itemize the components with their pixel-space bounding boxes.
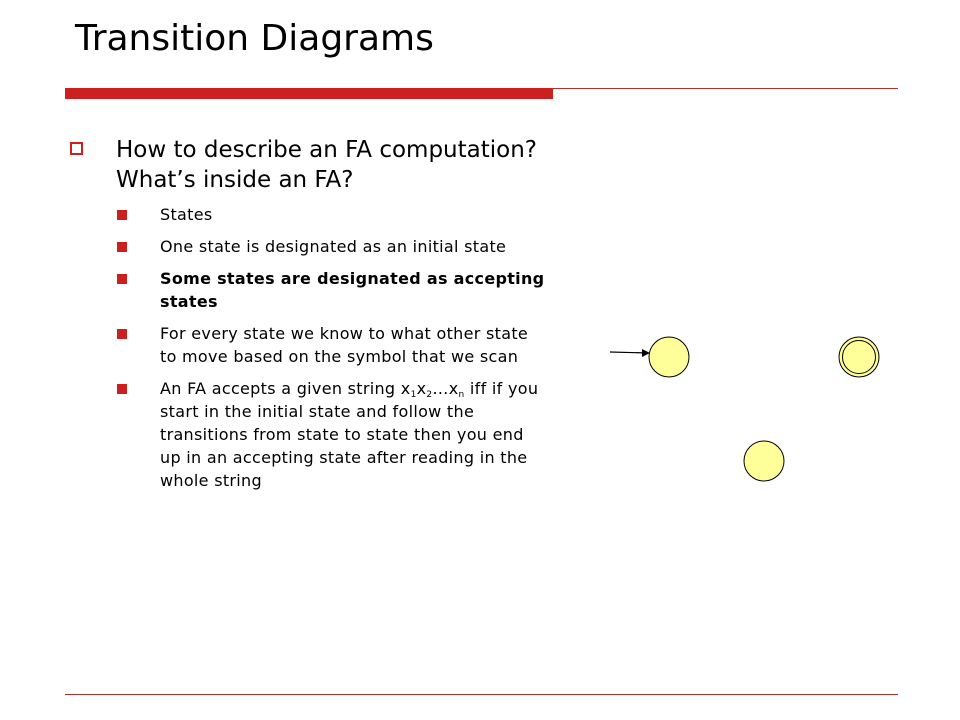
transition-diagram [600, 320, 900, 490]
filled-square-bullet-icon [117, 329, 127, 339]
sub-bullet-text-end: iff if you start in the initial state and follow the transitions from state to state then you end up in an accepting state after reading in the whole string [160, 379, 539, 490]
sub-bullet-acceptance [66, 377, 546, 492]
sub-bullet-text: Some states are designated as accepting states [160, 269, 545, 311]
start-arrow [610, 349, 650, 357]
sub-bullet-list [66, 203, 546, 492]
sub-bullet-accepting-states [66, 267, 546, 313]
filled-square-bullet-icon [117, 274, 127, 284]
filled-square-bullet-icon [117, 384, 127, 394]
sub-bullet-initial-state [66, 235, 546, 258]
filled-square-bullet-icon [117, 210, 127, 220]
sub-bullet-text: For every state we know to what other state to move based on the symbol that we scan [160, 324, 529, 366]
main-bullet-text: How to describe an FA computation? What’s inside an FA? [116, 137, 537, 193]
sub-bullet-text: One state is designated as an initial state [160, 237, 507, 256]
accepting-state [839, 337, 879, 377]
hollow-square-bullet-icon [70, 142, 83, 155]
title-underline-thin [553, 88, 898, 89]
sub-bullet-transitions [66, 322, 546, 368]
slide-title: Transition Diagrams [75, 18, 434, 59]
filled-square-bullet-icon [117, 242, 127, 252]
main-bullet [66, 135, 546, 195]
slide-content [66, 135, 546, 501]
footer-line [65, 694, 898, 695]
string-symbol: $x_1x_2\dots x_n$ [400, 379, 465, 400]
sub-bullet-text: States [160, 205, 213, 224]
initial-state [649, 337, 689, 377]
sub-bullet-states [66, 203, 546, 226]
state [744, 441, 784, 481]
title-underline-thick [65, 88, 553, 99]
sub-bullet-text-start: An FA accepts a given string [160, 379, 401, 398]
